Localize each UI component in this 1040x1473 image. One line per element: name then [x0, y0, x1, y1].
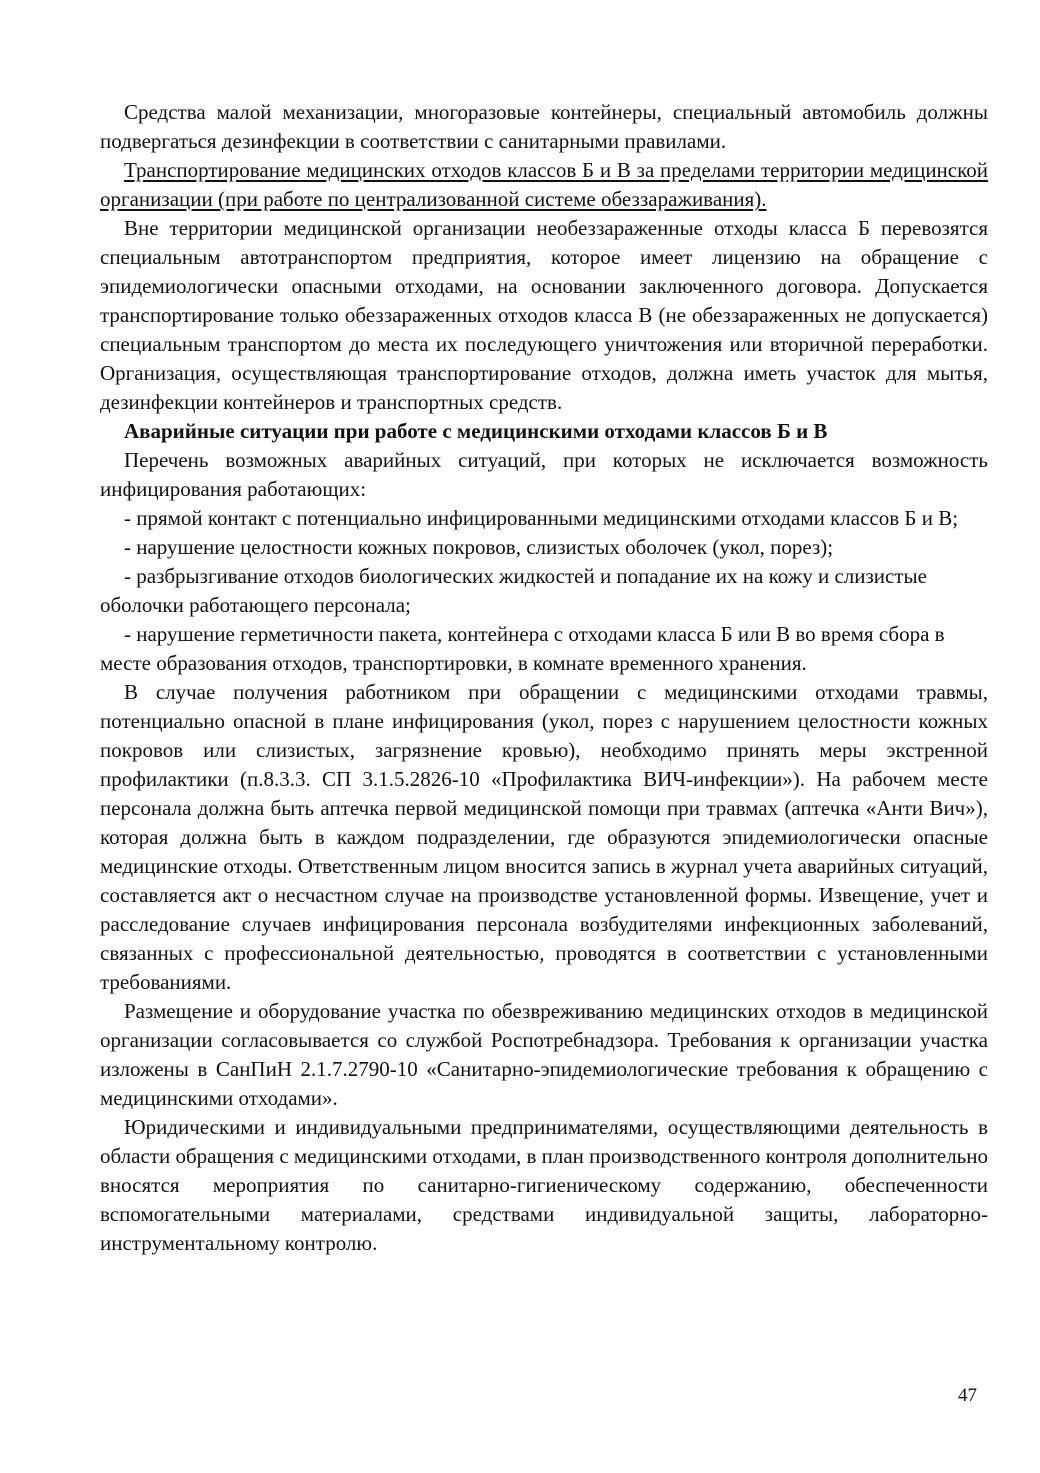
heading-emergency-situations: Аварийные ситуации при работе с медицинскими отходами классов Б и В — [124, 419, 828, 443]
paragraph-emergency-list-intro: Перечень возможных аварийных ситуаций, при которых не исключается возможность инфицирования работающих: — [100, 448, 988, 501]
list-item-container-leak: - нарушение герметичности пакета, контейнера с отходами класса Б или В во время сбора в месте образования отходов, транспортировки, в комнате временного хранения. — [100, 622, 945, 675]
list-item-direct-contact: - прямой контакт с потенциально инфицированными медицинскими отходами классов Б и В; — [124, 506, 959, 530]
document-page — [100, 98, 988, 1258]
page-number: 47 — [958, 1385, 977, 1406]
list-item-skin-injury: - нарушение целостности кожных покровов, слизистых оболочек (укол, порез); — [124, 535, 834, 559]
subheading-transportation: Транспортирование медицинских отходов классов Б и В за пределами территории медицинской организации (при работе по централизованной системе обеззараживания). — [100, 158, 988, 211]
paragraph-transportation-outside: Вне территории медицинской организации необеззараженные отходы класса Б перевозятся специальным автотранспортом предприятия, которое имеет лицензию на обращение с эпидемиологически опасными отходами, на основании заключенного договора. Допускается транспортирование только обеззараженных отходов класса В (не обеззараженных не допускается) специальным транспортом до места их последующего уничтожения или вторичной переработки. Организация, осуществляющая транспортирование отходов, должна иметь участок для мытья, дезинфекции контейнеров и транспортных средств. — [100, 216, 988, 414]
paragraph-disinfection-equipment: Средства малой механизации, многоразовые контейнеры, специальный автомобиль должны подвергаться дезинфекции в соответствии с санитарными правилами. — [100, 100, 988, 153]
paragraph-production-control: Юридическими и индивидуальными предпринимателями, осуществляющими деятельность в области обращения с медицинскими отходами, в план производственного контроля дополнительно вносятся мероприятия по санитарно-гигиеническому содержанию, обеспеченности вспомогательными материалами, средствами индивидуальной защиты, лабораторно-инструментальному контролю. — [100, 1115, 988, 1255]
paragraph-site-approval: Размещение и оборудование участка по обезвреживанию медицинских отходов в медицинской организации согласовывается со службой Роспотребнадзора. Требования к организации участка изложены в СанПиН 2.1.7.2790-10 «Санитарно-эпидемиологические требования к обращению с медицинскими отходами». — [100, 999, 988, 1110]
paragraph-injury-procedure: В случае получения работником при обращении с медицинскими отходами травмы, потенциально опасной в плане инфицирования (укол, порез с нарушением целостности кожных покровов или слизистых, загрязнение кровью), необходимо принять меры экстренной профилактики (п.8.3.3. СП 3.1.5.2826-10 «Профилактика ВИЧ-инфекции»). На рабочем месте персонала должна быть аптечка первой медицинской помощи при травмах (аптечка «Анти Вич»), которая должна быть в каждом подразделении, где образуются эпидемиологически опасные медицинские отходы. Ответственным лицом вносится запись в журнал учета аварийных ситуаций, составляется акт о несчастном случае на производстве установленной формы. Извещение, учет и расследование случаев инфицирования персонала возбудителями инфекционных заболеваний, связанных с профессиональной деятельностью, проводятся в соответствии с установленными требованиями. — [100, 680, 988, 994]
list-item-splashing: - разбрызгивание отходов биологических жидкостей и попадание их на кожу и слизистые оболочки работающего персонала; — [100, 564, 927, 617]
